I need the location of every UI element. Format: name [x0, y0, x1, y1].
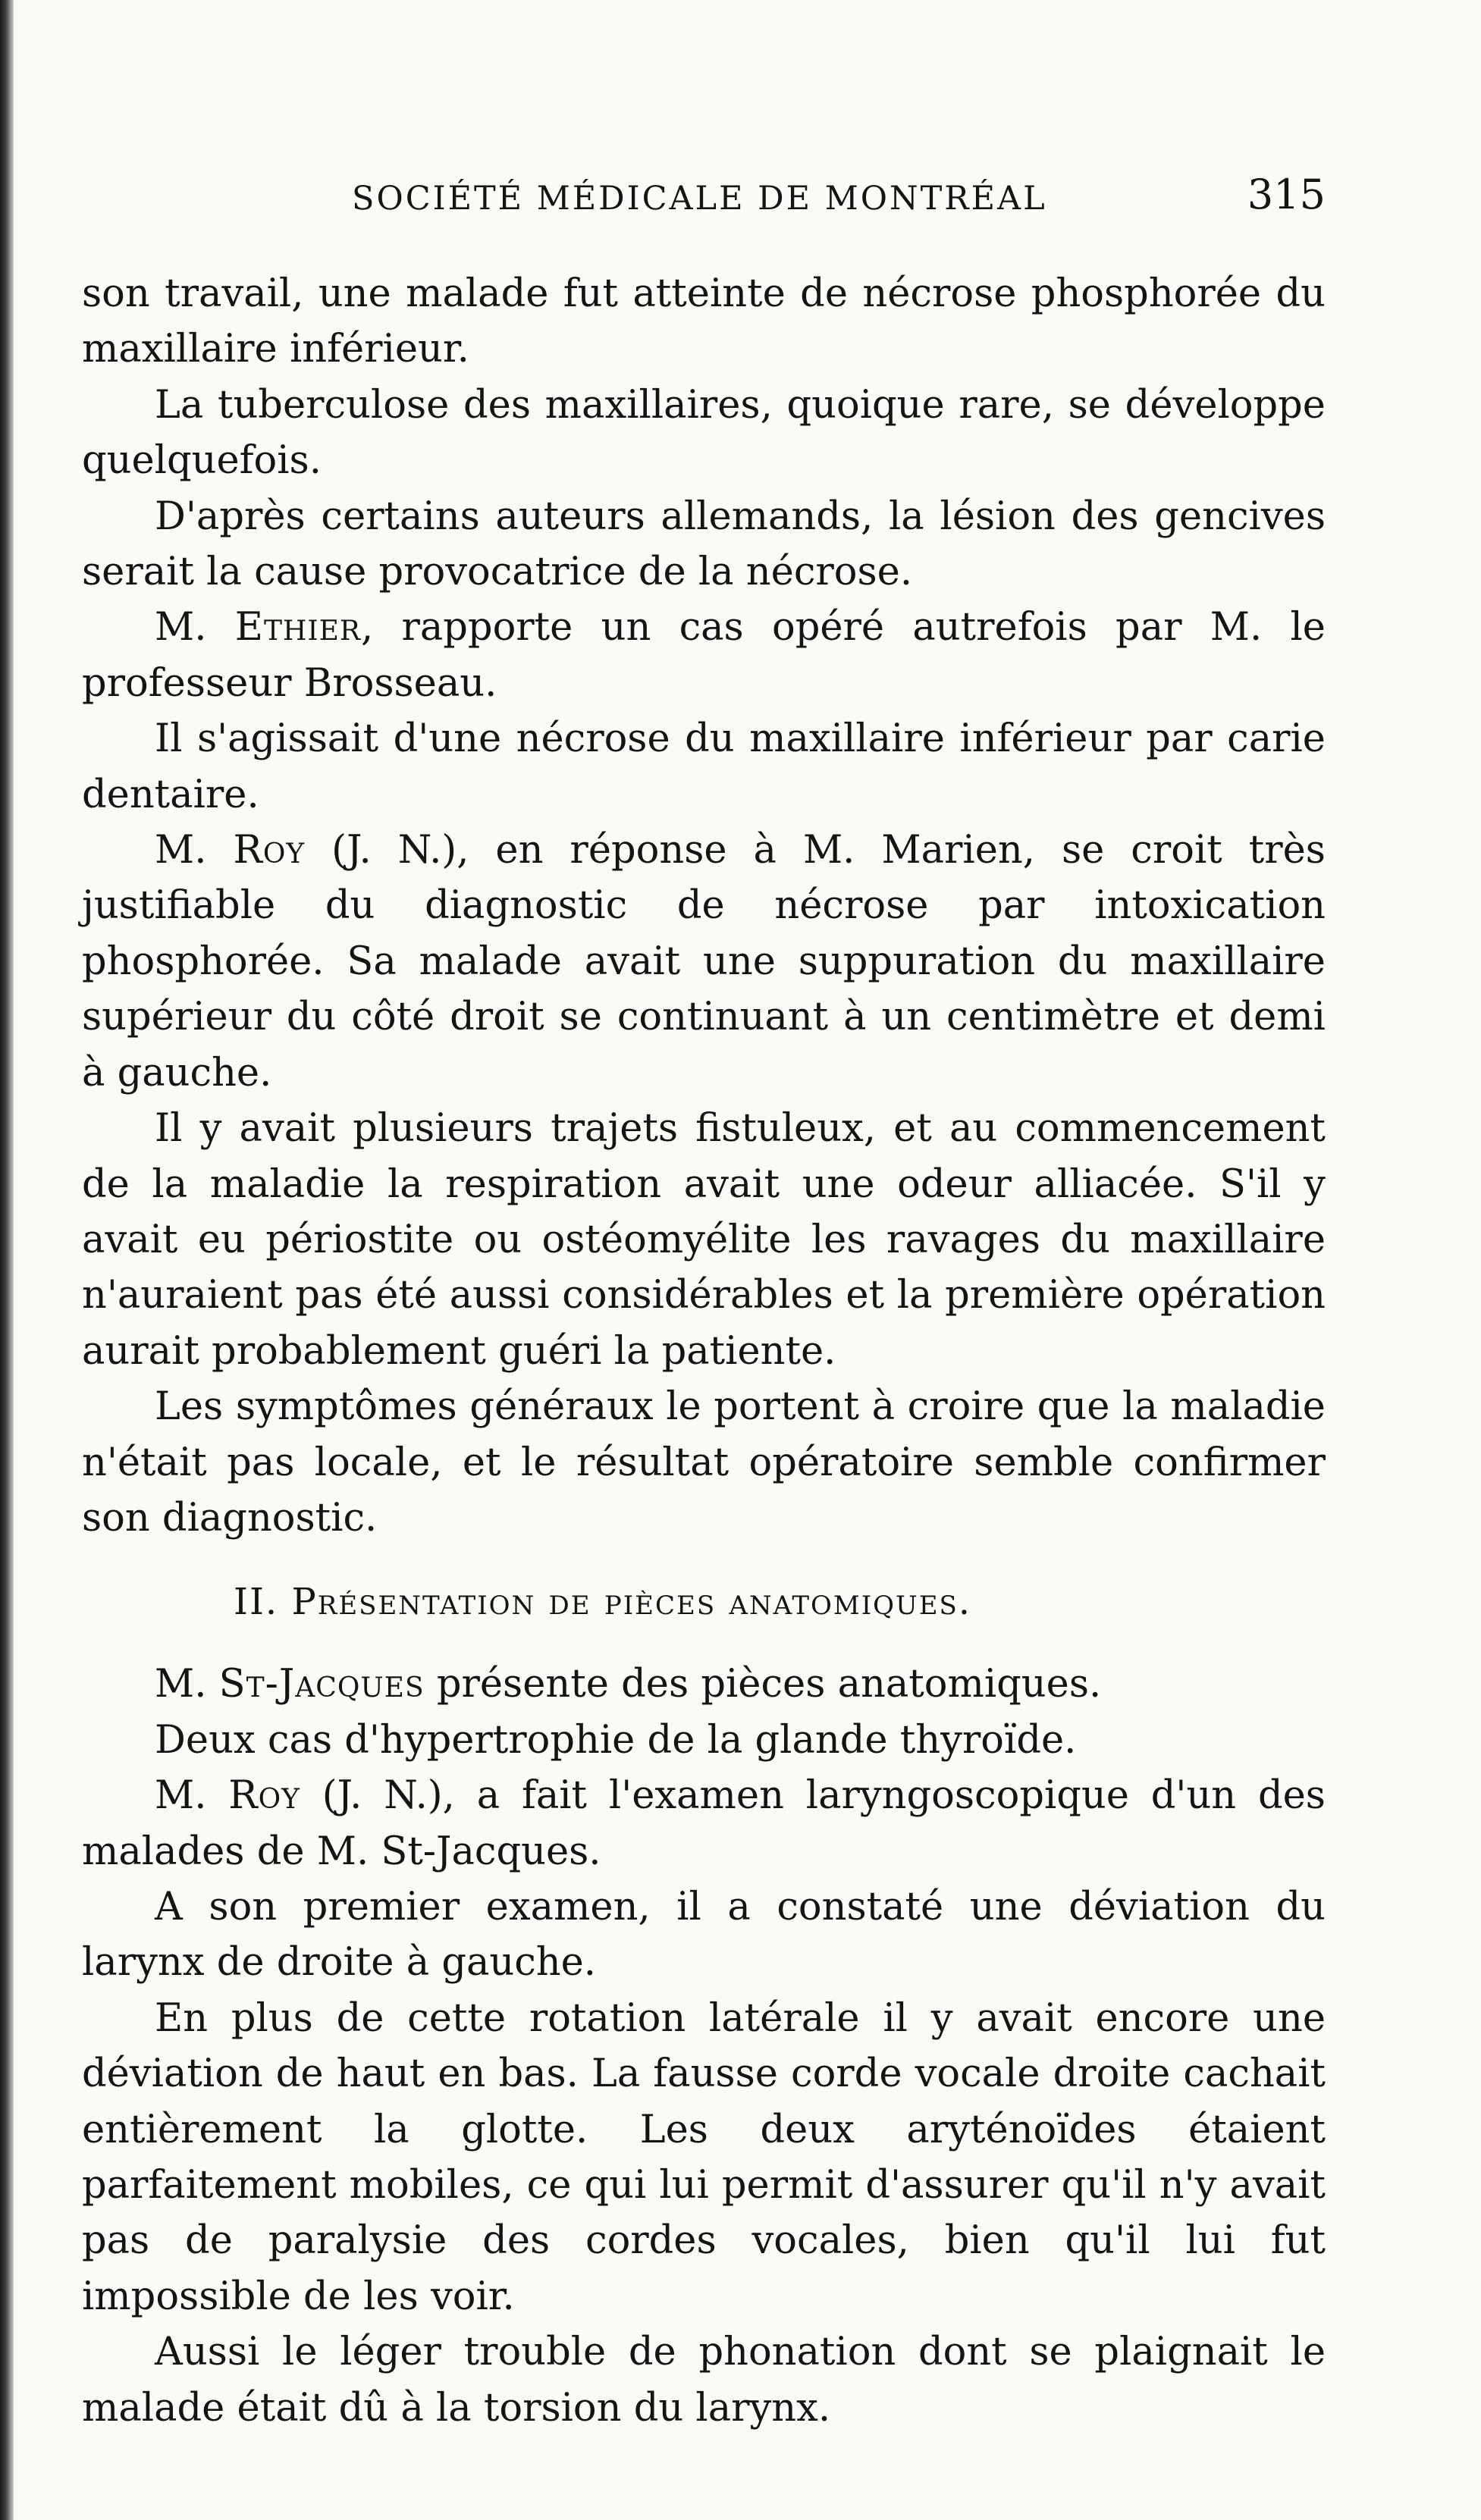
paragraph-14: Aussi le léger trouble de phonation dont se plaignait le malade était dû à la torsion du larynx. — [82, 2330, 1326, 2431]
body-text — [82, 266, 1326, 1546]
paragraph-13: En plus de cette rotation latérale il y avait encore une déviation de haut en bas. La fausse corde vocale droite cachait entièrement la glotte. Les deux aryténoïdes étaient parfaitement mobiles, ce qui lui permit d'assurer qu'il n'y avait pas de paralysie des cordes vocales, bien qu'il lui fut impossible de les voir. — [82, 1995, 1326, 2319]
paragraph-6: M. Roy (J. N.), en réponse à M. Marien, se croit très justifiable du diagnostic de nécrose par intoxication phosphorée. Sa malade avait une suppuration du maxillaire supérieur du côté droit se continuant à un centimètre et demi à gauche. — [82, 828, 1326, 1095]
paragraph-10: Deux cas d'hypertrophie de la glande thyroïde. — [155, 1717, 1077, 1763]
paragraph-1: son travail, une malade fut atteinte de nécrose phosphorée du maxillaire inférieur. — [82, 271, 1326, 372]
page-header — [82, 171, 1326, 231]
section-title: II. Présentation de pièces anatomiques. — [234, 1581, 972, 1624]
name-st-jacques: St-Jacques — [218, 1662, 425, 1707]
paragraph-9: M. St-Jacques présente des pièces anatomiques. — [155, 1662, 1102, 1707]
page-number: 315 — [1247, 171, 1326, 218]
paragraph-8: Les symptômes généraux le portent à croire que la maladie n'était pas locale, et le résultat opératoire semble confirmer son diagnostic. — [82, 1384, 1326, 1541]
name-roy: Roy — [233, 828, 306, 873]
name-roy-2: Roy — [228, 1773, 300, 1819]
paragraph-12: A son premier examen, il a constaté une déviation du larynx de droite à gauche. — [82, 1884, 1326, 1986]
paragraph-4: M. Ethier, rapporte un cas opéré autrefois par M. le professeur Brosseau. — [82, 605, 1326, 706]
paragraph-2: La tuberculose des maxillaires, quoique rare, se développe quelquefois. — [82, 382, 1326, 484]
paragraph-5: Il s'agissait d'une nécrose du maxillaire inférieur par carie dentaire. — [82, 716, 1326, 817]
name-ethier: Ethier — [234, 605, 361, 650]
scan-edge — [0, 0, 14, 2520]
paragraph-3: D'après certains auteurs allemands, la lésion des gencives serait la cause provocatrice de la nécrose. — [82, 494, 1326, 595]
body-text-section-2 — [82, 1656, 1326, 2436]
paragraph-7: Il y avait plusieurs trajets fistuleux, et au commencement de la maladie la respiration avait une odeur alliacée. S'il y avait eu périostite ou ostéomyélite les ravages du maxillaire n'auraient pas été aussi considérables et la première opération aurait probablement guéri la patiente. — [82, 1106, 1326, 1374]
running-head: SOCIÉTÉ MÉDICALE DE MONTRÉAL — [352, 180, 1047, 218]
book-page — [82, 171, 1326, 2436]
paragraph-11: M. Roy (J. N.), a fait l'examen laryngoscopique d'un des malades de M. St-Jacques. — [82, 1773, 1326, 1874]
